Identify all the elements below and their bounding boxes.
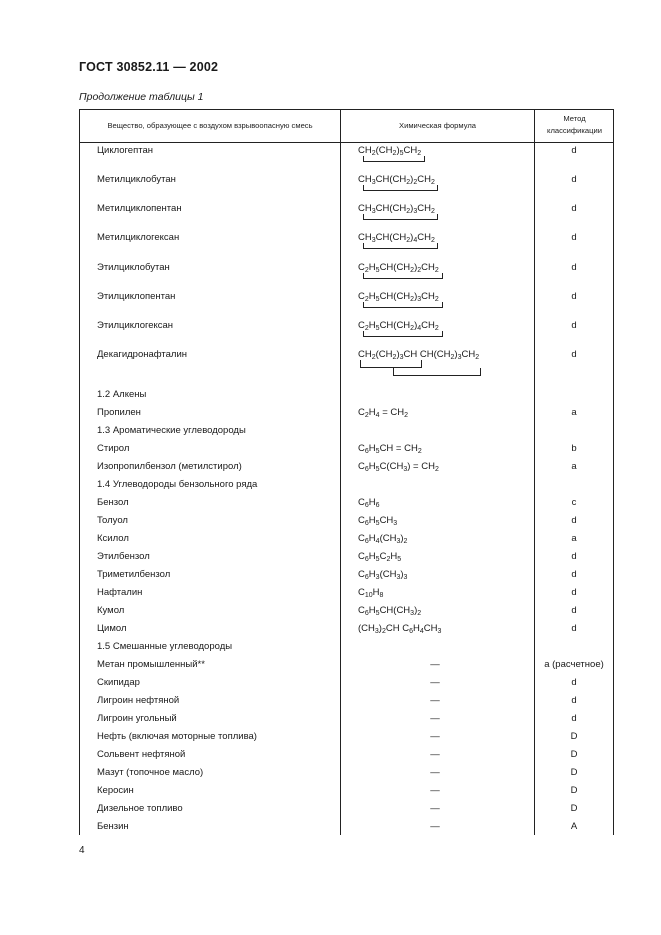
chemical-formula: — [430,803,440,814]
ring-bond-bracket [393,368,481,376]
table-row [0,203,661,219]
classification-method: d [571,551,577,562]
chemical-formula: $C_2H_5CH(CH_2)_4CH_2$ [358,320,439,332]
header-method [535,113,614,137]
table-row [0,461,661,477]
substance-name: Стирол [97,443,130,454]
chemical-formula: — [430,695,440,706]
section-heading-row [0,479,661,495]
substance-name: Лигроин нефтяной [97,695,180,706]
substance-name: Толуол [97,515,128,526]
classification-method: c [571,497,577,508]
classification-method: d [571,515,577,526]
classification-method: A [570,821,578,832]
classification-method: D [570,785,578,796]
ring-bond-bracket [363,302,443,308]
classification-method: d [571,623,577,634]
table-row [0,767,661,783]
ring-bond-bracket [363,273,443,279]
chemical-formula: $C_6H_5C_2H_5$ [358,551,402,563]
classification-method: D [570,731,578,742]
table-row [0,587,661,603]
classification-method: d [571,174,577,185]
substance-name: Этилциклобутан [97,262,170,273]
chemical-formula: $C_6H_5CH(CH_3)_2$ [358,605,422,617]
classification-method: d [571,145,577,156]
substance-name: Дизельное топливо [97,803,183,814]
substance-name: Метилциклогексан [97,232,180,243]
section-heading: 1.4 Углеводороды бензольного ряда [97,479,258,490]
table-row [0,803,661,819]
table-row [0,407,661,423]
substance-name: Этилциклопентан [97,291,176,302]
table-row [0,320,661,336]
classification-method: d [571,291,577,302]
substance-name: Сольвент нефтяной [97,749,186,760]
chemical-formula: $C_2H_5CH(CH_2)_3CH_2$ [358,291,439,303]
classification-method: d [571,695,577,706]
chemical-formula: $C_2H_4 = CH_2$ [358,407,409,419]
substance-name: Циклогептан [97,145,153,156]
substance-name: Декагидронафталин [97,349,188,360]
ring-bond-bracket [363,331,443,337]
header-method-line1: Метод [563,114,586,123]
chemical-formula: $C_6H_3(CH_3)_3$ [358,569,408,581]
table-row [0,713,661,729]
substance-name: Метан промышленный** [97,659,205,670]
chemical-formula: $C_6H_6$ [358,497,380,509]
classification-method: a [571,407,577,418]
table-row [0,515,661,531]
chemical-formula: $C_{10}H_8$ [358,587,384,599]
substance-name: Триметилбензол [97,569,171,580]
substance-name: Мазут (топочное масло) [97,767,204,778]
section-heading: 1.3 Ароматические углеводороды [97,425,246,436]
table-row [0,174,661,190]
table-row [0,605,661,621]
chemical-formula: $C_6H_5CH_3$ [358,515,398,527]
classification-method: D [570,749,578,760]
chemical-formula: $C_6H_5C(CH_3) = CH_2$ [358,461,439,473]
chemical-formula: — [430,749,440,760]
classification-method: d [571,203,577,214]
chemical-formula: $(CH_3)_2CH$ $C_6H_4CH_3$ [358,623,442,635]
substance-name: Бензин [97,821,129,832]
classification-method: D [570,803,578,814]
header-substance: Вещество, образующее с воздухом взрывоопасную смесь [107,121,313,130]
chemical-formula: — [430,713,440,724]
substance-name: Изопропилбензол (метилстирол) [97,461,242,472]
chemical-formula: $C_2H_5CH(CH_2)_2CH_2$ [358,262,439,274]
chemical-formula: — [430,821,440,832]
chemical-formula: — [430,785,440,796]
table-row [0,291,661,307]
section-heading: 1.2 Алкены [97,389,147,400]
header-formula: Химическая формула [399,121,476,130]
section-heading-row [0,641,661,657]
classification-method: a [571,533,577,544]
substance-name: Ксилол [97,533,129,544]
classification-method: d [571,605,577,616]
chemical-formula: $C_6H_4(CH_3)_2$ [358,533,408,545]
substance-name: Нафталин [97,587,143,598]
table-row [0,821,661,837]
chemical-formula: — [430,659,440,670]
table-row [0,497,661,513]
table-row [0,232,661,248]
classification-method: d [571,349,577,360]
table-continuation-caption: Продолжение таблицы 1 [79,91,204,103]
chemical-formula: $CH_2(CH_2)_5CH_2$ [358,145,422,157]
table-row [0,551,661,567]
table-row [0,659,661,675]
substance-name: Пропилен [97,407,141,418]
classification-method: d [571,713,577,724]
substance-name: Этилбензол [97,551,150,562]
substance-name: Цимол [97,623,127,634]
classification-method: d [571,320,577,331]
table-row [0,785,661,801]
chemical-formula: — [430,677,440,688]
classification-method: d [571,232,577,243]
substance-name: Метилциклопентан [97,203,182,214]
chemical-formula: $CH_3CH(CH_2)_3CH_2$ [358,203,435,215]
ring-bond-bracket [363,214,438,220]
table-row [0,443,661,459]
ring-bond-bracket [363,243,438,249]
chemical-formula: — [430,767,440,778]
table-row [0,533,661,549]
ring-bond-bracket [363,156,425,162]
classification-method: a (расчетное) [544,659,604,670]
classification-method: b [571,443,577,454]
chemical-formula: — [430,731,440,742]
section-heading-row [0,389,661,405]
table-row [0,731,661,747]
table-row [0,623,661,639]
section-heading: 1.5 Смешанные углеводороды [97,641,233,652]
header-method-line2: классификации [547,126,602,135]
page-number: 4 [79,845,85,856]
chemical-formula: $CH_3CH(CH_2)_4CH_2$ [358,232,435,244]
table-row [0,749,661,765]
table-row [0,677,661,693]
classification-method: D [570,767,578,778]
ring-bond-bracket [363,185,438,191]
substance-name: Кумол [97,605,125,616]
header-divider [79,142,614,143]
classification-method: d [571,677,577,688]
substance-name: Метилциклобутан [97,174,176,185]
substance-name: Скипидар [97,677,140,688]
chemical-formula: $C_6H_5CH = CH_2$ [358,443,422,455]
chemical-formula: $CH_2(CH_2)_3CH$ $CH(CH_2)_3CH_2$ [358,349,480,361]
table-row [0,695,661,711]
table-row [0,349,661,365]
table-row [0,262,661,278]
classification-method: d [571,569,577,580]
classification-method: d [571,262,577,273]
document-title: ГОСТ 30852.11 — 2002 [79,60,219,74]
table-row [0,145,661,161]
classification-method: d [571,587,577,598]
ring-bond-bracket [360,360,422,368]
substance-name: Лигроин угольный [97,713,177,724]
classification-method: a [571,461,577,472]
substance-name: Бензол [97,497,129,508]
table-row [0,569,661,585]
section-heading-row [0,425,661,441]
substance-name: Этилциклогексан [97,320,174,331]
substance-name: Керосин [97,785,134,796]
substance-name: Нефть (включая моторные топлива) [97,731,257,742]
chemical-formula: $CH_3CH(CH_2)_2CH_2$ [358,174,435,186]
